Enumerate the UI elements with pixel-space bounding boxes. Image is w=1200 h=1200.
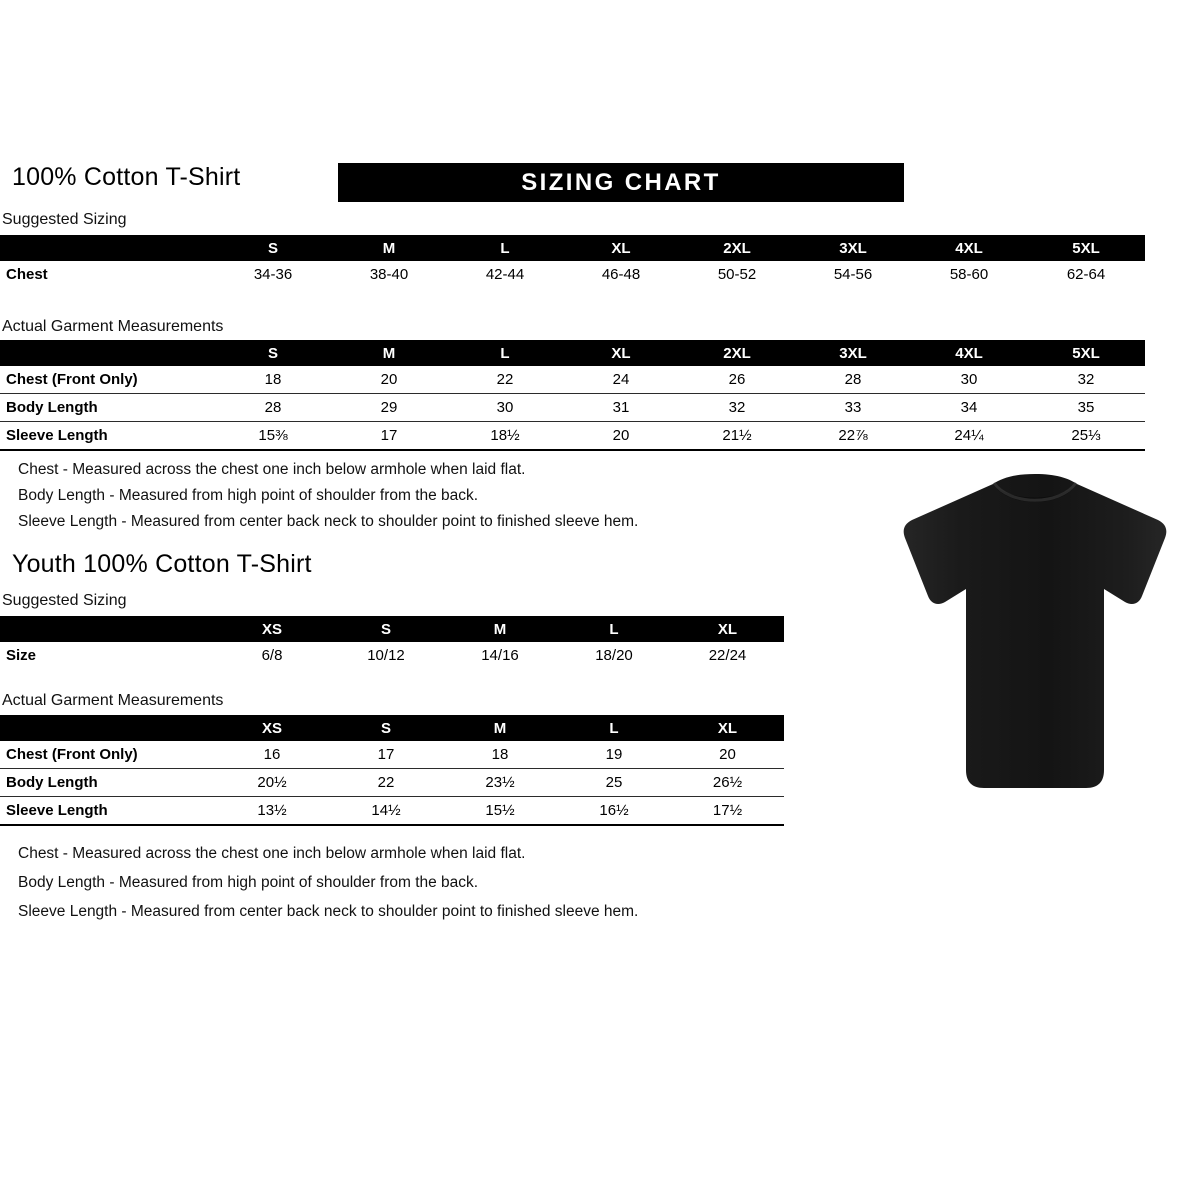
youth-note-sleeve-length: Sleeve Length - Measured from center back neck to shoulder point to finished sleeve hem. [18, 903, 639, 920]
adult-actual-cell: 25⅓ [1071, 427, 1101, 444]
adult-actual-cell: 32 [1077, 371, 1095, 388]
adult-actual-cell: 22 [496, 371, 514, 388]
adult-actual-col-header: M [331, 340, 447, 366]
youth-actual-row-label: Body Length [6, 774, 98, 791]
youth-actual-cell: 13½ [257, 802, 287, 819]
adult-suggested-col-header: XL [563, 235, 679, 261]
adult-section-title: 100% Cotton T-Shirt [12, 163, 241, 191]
adult-actual-cell: 30 [496, 399, 514, 416]
youth-actual-cell: 19 [605, 746, 623, 763]
table-row [0, 394, 1145, 422]
youth-actual-cell: 18 [491, 746, 509, 763]
adult-actual-col-header [0, 340, 215, 366]
adult-actual-cell: 35 [1077, 399, 1095, 416]
youth-actual-cell: 17 [377, 746, 395, 763]
adult-actual-measurements-table [0, 340, 1145, 451]
adult-actual-col-header: 2XL [679, 340, 795, 366]
adult-actual-cell: 26 [728, 371, 746, 388]
youth-suggested-cell: 14/16 [481, 647, 519, 664]
adult-suggested-col-header: S [215, 235, 331, 261]
adult-suggested-col-header: M [331, 235, 447, 261]
adult-actual-cell: 31 [612, 399, 630, 416]
youth-actual-row-label: Sleeve Length [6, 802, 108, 819]
adult-suggested-cell: 50-52 [717, 266, 757, 283]
adult-actual-cell: 17 [380, 427, 398, 444]
adult-note-body-length: Body Length - Measured from high point of shoulder from the back. [18, 487, 479, 504]
adult-note-sleeve-length: Sleeve Length - Measured from center back neck to shoulder point to finished sleeve hem. [18, 513, 639, 530]
adult-suggested-sizing-label: Suggested Sizing [2, 211, 127, 228]
youth-actual-col-header: XS [215, 715, 329, 741]
youth-actual-cell: 20 [719, 746, 736, 763]
adult-suggested-cell: 54-56 [833, 266, 873, 283]
adult-suggested-col-header: 4XL [911, 235, 1027, 261]
adult-suggested-cell: 62-64 [1066, 266, 1106, 283]
youth-actual-cell: 16 [263, 746, 281, 763]
adult-actual-cell: 32 [728, 399, 746, 416]
adult-actual-cell: 28 [264, 399, 282, 416]
adult-actual-cell: 15⅜ [258, 427, 288, 444]
adult-actual-col-header: L [447, 340, 563, 366]
table-header-row [0, 616, 784, 642]
adult-suggested-col-header: 3XL [795, 235, 911, 261]
adult-actual-cell: 24¼ [954, 427, 984, 444]
adult-actual-cell: 20 [380, 371, 398, 388]
table-row [0, 261, 1145, 288]
adult-actual-cell: 18½ [490, 427, 520, 444]
adult-suggested-cell: 38-40 [369, 266, 409, 283]
adult-actual-col-header: 3XL [795, 340, 911, 366]
youth-note-chest: Chest - Measured across the chest one inch below armhole when laid flat. [18, 845, 526, 862]
youth-suggested-row-label: Size [6, 647, 37, 664]
youth-suggested-cell: 22/24 [708, 647, 747, 664]
youth-actual-cell: 17½ [712, 802, 743, 819]
adult-actual-col-header: XL [563, 340, 679, 366]
t-shirt-illustration [890, 470, 1180, 810]
adult-note-chest: Chest - Measured across the chest one inch below armhole when laid flat. [18, 461, 526, 478]
adult-suggested-col-header: 5XL [1027, 235, 1145, 261]
youth-actual-cell: 26½ [712, 774, 743, 791]
youth-actual-cell: 25 [605, 774, 623, 791]
youth-suggested-col-header: L [557, 616, 671, 642]
youth-actual-cell: 16½ [599, 802, 629, 819]
table-row [0, 642, 784, 669]
youth-note-body-length: Body Length - Measured from high point of shoulder from the back. [18, 874, 479, 891]
youth-actual-col-header [0, 715, 215, 741]
adult-actual-row-label: Chest (Front Only) [6, 371, 138, 388]
adult-suggested-col-header: L [447, 235, 563, 261]
adult-actual-cell: 21½ [722, 427, 752, 444]
table-row [0, 422, 1145, 451]
adult-suggested-cell: 34-36 [253, 266, 293, 283]
adult-suggested-cell: 58-60 [949, 266, 989, 283]
youth-suggested-col-header: M [443, 616, 557, 642]
table-header-row [0, 715, 784, 741]
youth-actual-cell: 14½ [371, 802, 401, 819]
youth-actual-cell: 23½ [485, 774, 515, 791]
adult-actual-row-label: Sleeve Length [6, 427, 108, 444]
adult-actual-cell: 28 [844, 371, 862, 388]
adult-actual-cell: 20 [612, 427, 630, 444]
sizing-chart-banner-label: SIZING CHART [521, 168, 721, 196]
adult-suggested-row-label: Chest [6, 266, 48, 283]
adult-actual-cell: 22⅞ [838, 427, 868, 444]
adult-actual-cell: 24 [612, 371, 630, 388]
youth-suggested-col-header: XL [671, 616, 784, 642]
youth-actual-row-label: Chest (Front Only) [6, 746, 138, 763]
youth-suggested-col-header: S [329, 616, 443, 642]
adult-actual-measurements-label: Actual Garment Measurements [2, 318, 224, 335]
youth-actual-cell: 15½ [485, 802, 515, 819]
youth-suggested-col-header [0, 616, 215, 642]
table-row [0, 741, 784, 769]
adult-suggested-sizing-table [0, 235, 1145, 288]
table-header-row [0, 340, 1145, 366]
youth-actual-measurements-label: Actual Garment Measurements [2, 692, 224, 709]
adult-actual-col-header: 4XL [911, 340, 1027, 366]
sizing-chart-banner [338, 163, 904, 202]
adult-actual-cell: 29 [380, 399, 398, 416]
adult-actual-col-header: 5XL [1027, 340, 1145, 366]
adult-suggested-col-header: 2XL [679, 235, 795, 261]
adult-actual-row-label: Body Length [6, 399, 98, 416]
adult-suggested-cell: 42-44 [485, 266, 525, 283]
youth-actual-col-header: S [329, 715, 443, 741]
youth-actual-col-header: L [557, 715, 671, 741]
youth-actual-col-header: M [443, 715, 557, 741]
adult-suggested-cell: 46-48 [601, 266, 641, 283]
youth-actual-cell: 20½ [257, 774, 287, 791]
youth-section-title: Youth 100% Cotton T-Shirt [12, 550, 312, 578]
youth-actual-cell: 22 [377, 774, 395, 791]
adult-actual-cell: 34 [960, 399, 978, 416]
youth-suggested-col-header: XS [215, 616, 329, 642]
adult-actual-cell: 30 [960, 371, 978, 388]
youth-suggested-sizing-label: Suggested Sizing [2, 592, 127, 609]
youth-suggested-sizing-table [0, 616, 784, 669]
adult-actual-cell: 33 [844, 399, 862, 416]
adult-suggested-col-header [0, 235, 215, 261]
table-row [0, 769, 784, 797]
table-row [0, 366, 1145, 394]
youth-suggested-cell: 10/12 [367, 647, 405, 664]
youth-suggested-cell: 6/8 [261, 647, 283, 664]
adult-actual-col-header: S [215, 340, 331, 366]
table-row [0, 797, 784, 826]
youth-actual-col-header: XL [671, 715, 784, 741]
adult-actual-cell: 18 [264, 371, 282, 388]
table-header-row [0, 235, 1145, 261]
youth-suggested-cell: 18/20 [595, 647, 633, 664]
youth-actual-measurements-table [0, 715, 784, 826]
